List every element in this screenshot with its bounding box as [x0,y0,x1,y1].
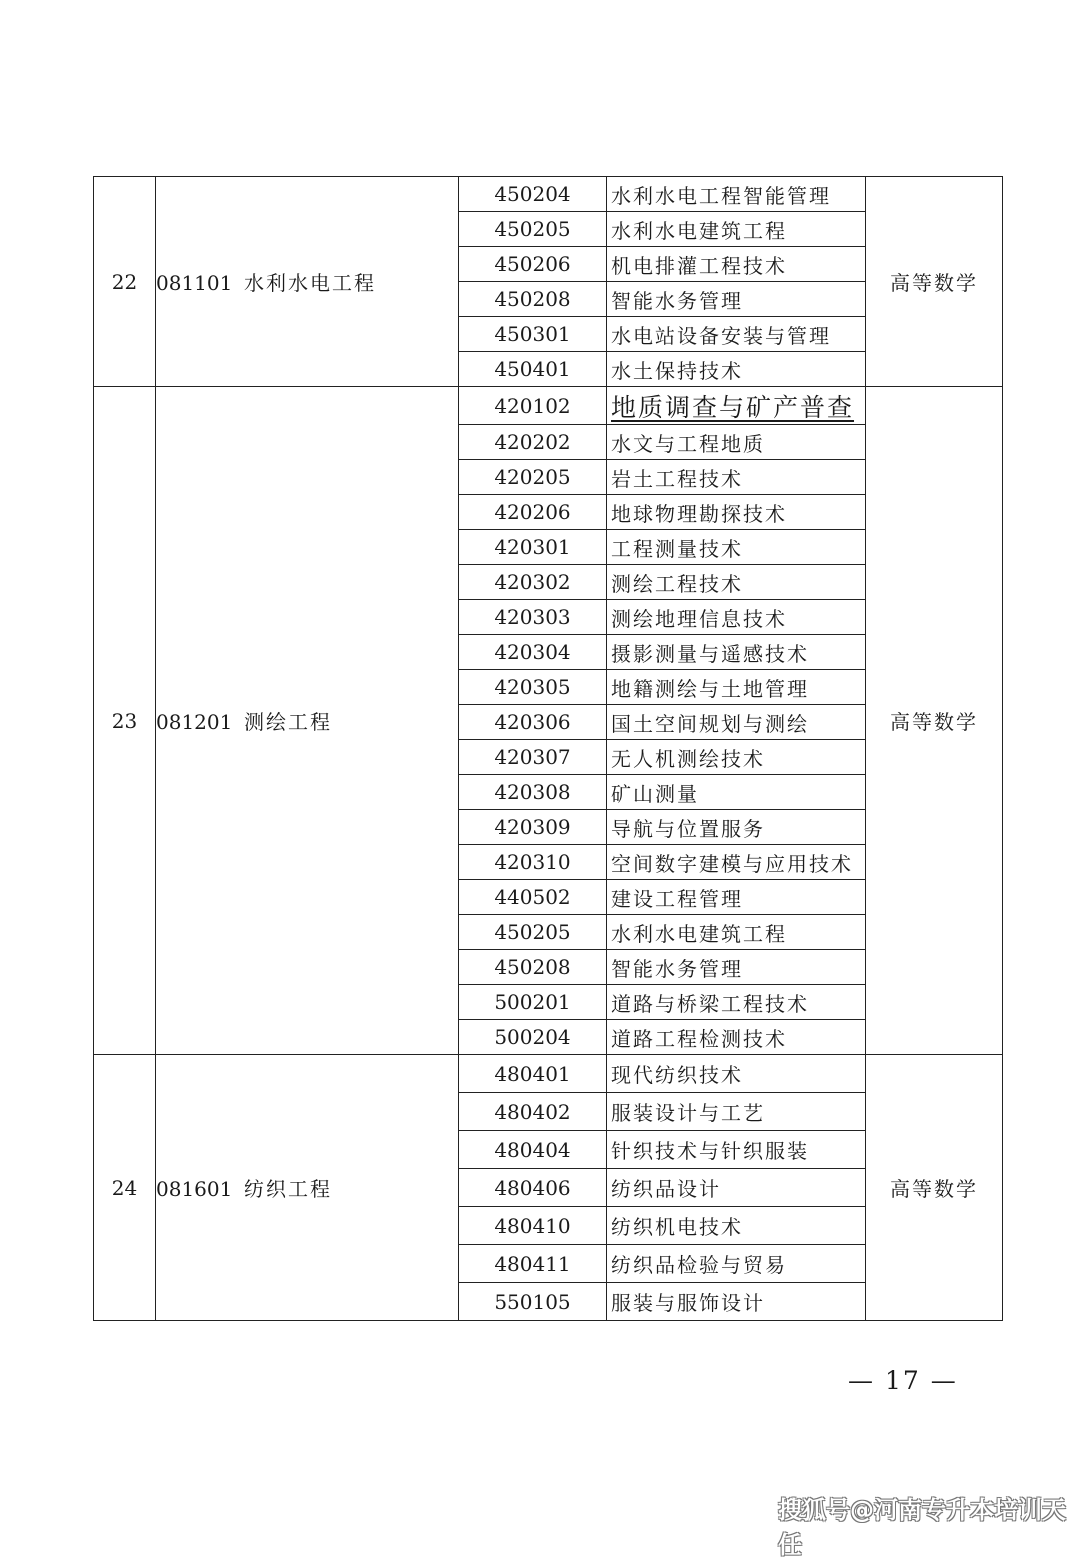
zhuanke-name: 针织技术与针织服装 [607,1131,866,1169]
zhuanke-code: 420303 [459,600,607,635]
zhuanke-name: 机电排灌工程技术 [607,247,866,282]
benke-major-name: 水利水电工程 [244,271,376,295]
zhuanke-code: 420307 [459,740,607,775]
zhuanke-code: 450401 [459,352,607,387]
zhuanke-name: 道路工程检测技术 [607,1020,866,1055]
zhuanke-code: 450208 [459,282,607,317]
table-row [94,1055,1003,1093]
exam-subject: 高等数学 [866,177,1003,387]
zhuanke-name: 现代纺织技术 [607,1055,866,1093]
zhuanke-name: 道路与桥梁工程技术 [607,985,866,1020]
zhuanke-code: 480406 [459,1169,607,1207]
zhuanke-code: 420102 [459,387,607,425]
zhuanke-code: 450208 [459,950,607,985]
zhuanke-name: 水利水电建筑工程 [607,915,866,950]
zhuanke-name: 水利水电建筑工程 [607,212,866,247]
benke-major-name: 测绘工程 [244,710,332,734]
row-index: 24 [94,1055,156,1321]
exam-subject: 高等数学 [866,387,1003,1055]
zhuanke-code: 480404 [459,1131,607,1169]
page-number: — 17 — [848,1366,958,1395]
zhuanke-name: 地球物理勘探技术 [607,495,866,530]
benke-major-cell [156,1055,459,1321]
zhuanke-name: 服装设计与工艺 [607,1093,866,1131]
zhuanke-name: 工程测量技术 [607,530,866,565]
zhuanke-code: 420302 [459,565,607,600]
zhuanke-code: 450204 [459,177,607,212]
zhuanke-name: 智能水务管理 [607,282,866,317]
zhuanke-name: 岩土工程技术 [607,460,866,495]
zhuanke-code: 420301 [459,530,607,565]
zhuanke-code: 480411 [459,1245,607,1283]
benke-major-code: 081201 [156,710,233,734]
zhuanke-name: 国土空间规划与测绘 [607,705,866,740]
zhuanke-name: 服装与服饰设计 [607,1283,866,1321]
zhuanke-name: 水土保持技术 [607,352,866,387]
exam-subject: 高等数学 [866,1055,1003,1321]
zhuanke-name: 建设工程管理 [607,880,866,915]
zhuanke-code: 420306 [459,705,607,740]
zhuanke-name: 纺织品设计 [607,1169,866,1207]
zhuanke-name: 测绘地理信息技术 [607,600,866,635]
zhuanke-code: 420310 [459,845,607,880]
benke-major-code: 081101 [156,271,233,295]
zhuanke-name: 摄影测量与遥感技术 [607,635,866,670]
benke-major-cell [156,387,459,1055]
zhuanke-code: 480402 [459,1093,607,1131]
zhuanke-name: 智能水务管理 [607,950,866,985]
zhuanke-code: 420305 [459,670,607,705]
zhuanke-code: 420308 [459,775,607,810]
table-body [94,177,1003,1321]
zhuanke-name: 矿山测量 [607,775,866,810]
zhuanke-name: 纺织品检验与贸易 [607,1245,866,1283]
zhuanke-code: 450206 [459,247,607,282]
zhuanke-name: 无人机测绘技术 [607,740,866,775]
zhuanke-name: 地质调查与矿产普查 [607,387,866,425]
zhuanke-code: 450205 [459,212,607,247]
benke-major-code: 081601 [156,1177,233,1201]
zhuanke-name: 水利水电工程智能管理 [607,177,866,212]
row-index: 22 [94,177,156,387]
watermark: 搜狐号@河南专升本培训天任 [778,1496,1066,1559]
major-mapping-table [93,176,1003,1321]
benke-major-cell [156,177,459,387]
zhuanke-code: 450301 [459,317,607,352]
zhuanke-name: 空间数字建模与应用技术 [607,845,866,880]
zhuanke-code: 550105 [459,1283,607,1321]
zhuanke-code: 480401 [459,1055,607,1093]
zhuanke-name: 测绘工程技术 [607,565,866,600]
benke-major-name: 纺织工程 [244,1177,332,1201]
table-row [94,177,1003,212]
zhuanke-name: 水电站设备安装与管理 [607,317,866,352]
table-row [94,387,1003,425]
zhuanke-code: 420202 [459,425,607,460]
zhuanke-code: 480410 [459,1207,607,1245]
zhuanke-code: 450205 [459,915,607,950]
row-index: 23 [94,387,156,1055]
zhuanke-code: 420205 [459,460,607,495]
zhuanke-name: 纺织机电技术 [607,1207,866,1245]
zhuanke-code: 420304 [459,635,607,670]
zhuanke-code: 440502 [459,880,607,915]
zhuanke-code: 420309 [459,810,607,845]
zhuanke-name: 地籍测绘与土地管理 [607,670,866,705]
zhuanke-code: 500204 [459,1020,607,1055]
zhuanke-code: 420206 [459,495,607,530]
zhuanke-code: 500201 [459,985,607,1020]
zhuanke-name: 水文与工程地质 [607,425,866,460]
zhuanke-name: 导航与位置服务 [607,810,866,845]
